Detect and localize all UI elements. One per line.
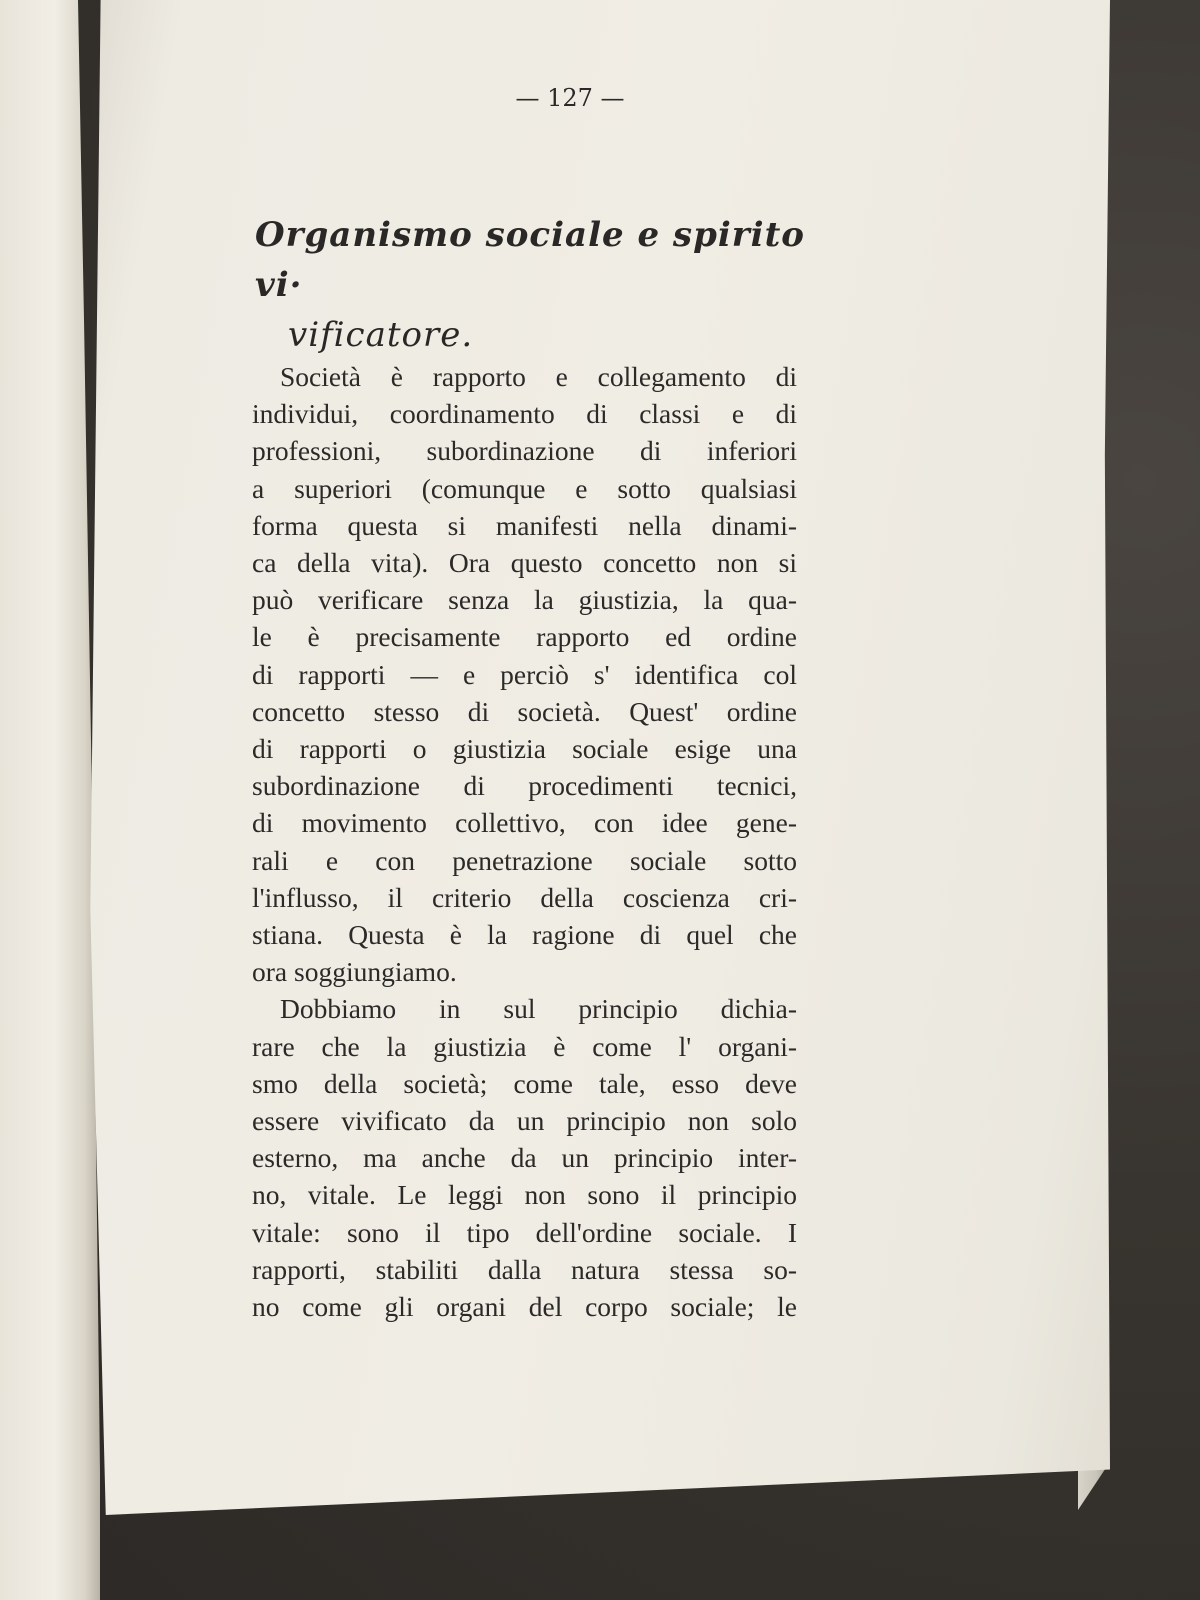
- text-line: no come gli organi del corpo sociale; le: [252, 1291, 797, 1323]
- text-line: individui, coordinamento di classi e di: [252, 398, 797, 430]
- text-line: le è precisamente rapporto ed ordine: [252, 621, 797, 653]
- text-line: può verificare senza la giustizia, la qua-: [252, 584, 797, 616]
- text-line: rali e con penetrazione sociale sotto: [252, 844, 797, 876]
- text-line: di movimento collettivo, con idee gene-: [252, 807, 797, 839]
- text-line: stiana. Questa è la ragione di quel che: [252, 919, 797, 951]
- text-line: forma questa si manifesti nella dinami-: [252, 509, 797, 541]
- text-line: concetto stesso di società. Quest' ordine: [252, 695, 797, 727]
- text-line: esterno, ma anche da un principio inter-: [252, 1142, 797, 1174]
- text-line: di rapporti o giustizia sociale esige una: [252, 733, 797, 765]
- text-line: di rapporti — e perciò s' identifica col: [252, 658, 797, 690]
- text-line: vitale: sono il tipo dell'ordine sociale. I: [252, 1216, 797, 1248]
- chapter-title: [255, 210, 815, 360]
- text-line: professioni, subordinazione di inferiori: [252, 435, 797, 467]
- text-line: l'influsso, il criterio della coscienza cri-: [252, 881, 797, 913]
- chapter-title-line-2: vificatore.: [288, 315, 474, 355]
- text-line: rare che la giustizia è come l' organi-: [252, 1030, 797, 1062]
- text-line: no, vitale. Le leggi non sono il principio: [252, 1179, 797, 1211]
- text-line: ca della vita). Ora questo concetto non si: [252, 547, 797, 579]
- text-line: rapporti, stabiliti dalla natura stessa so-: [252, 1253, 797, 1285]
- text-line: Società è rapporto e collegamento di: [280, 361, 797, 392]
- chapter-title-line-1: Organismo sociale e spirito vi·: [255, 215, 805, 305]
- body-text: [252, 358, 797, 1325]
- text-line: ora soggiungiamo.: [252, 956, 457, 988]
- text-line: a superiori (comunque e sotto qualsiasi: [252, 472, 797, 504]
- text-line: subordinazione di procedimenti tecnici,: [252, 770, 797, 802]
- text-line: essere vivificato da un principio non solo: [252, 1105, 797, 1137]
- page-number: — 127 —: [515, 84, 625, 112]
- paragraph-1: [252, 358, 797, 990]
- text-line: Dobbiamo in sul principio dichia-: [280, 993, 797, 1025]
- text-line: smo della società; come tale, esso deve: [252, 1067, 797, 1099]
- paragraph-2: [252, 990, 797, 1325]
